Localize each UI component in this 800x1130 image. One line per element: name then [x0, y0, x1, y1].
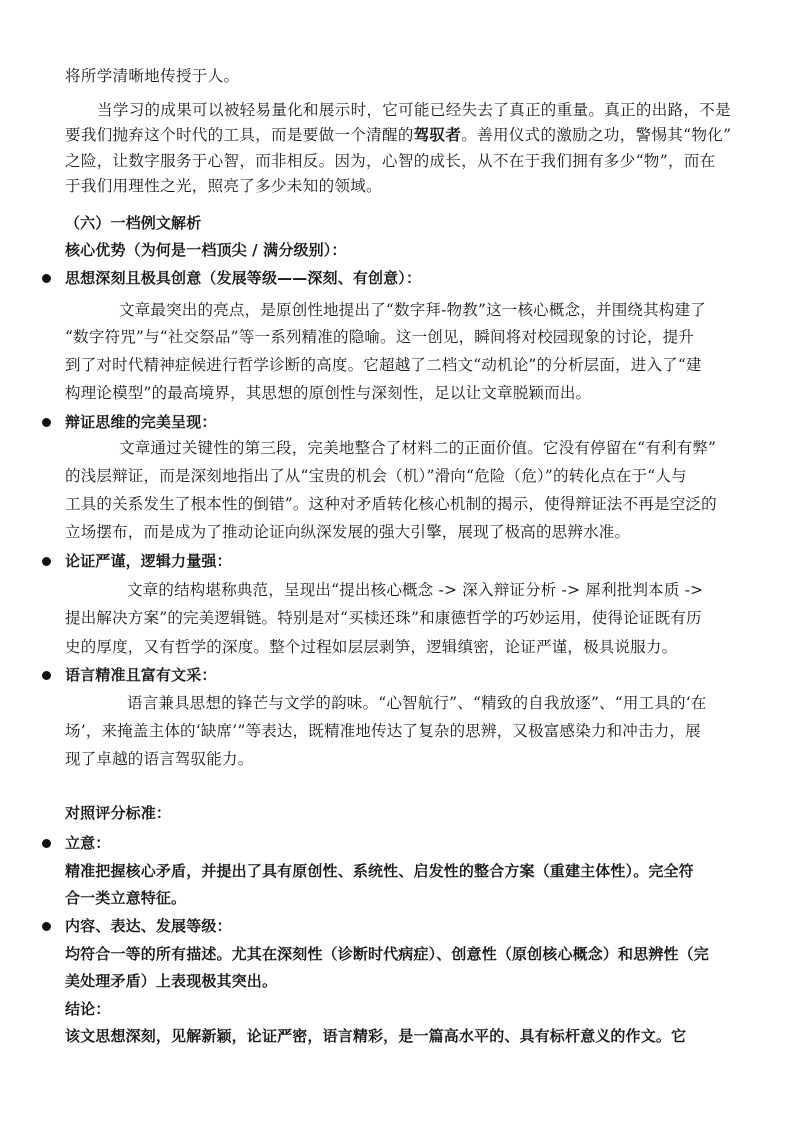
bullet-icon — [42, 922, 51, 931]
criteria-intent-label: 立意： — [65, 834, 111, 852]
advantage-title-1: 思想深刻且极具创意（发展等级——深刻、有创意）： — [65, 269, 422, 287]
intro-text: 要我们抛弃这个时代的工具，而是要做一个清醒的 — [65, 126, 414, 144]
criteria-intent-line-1: 精准把握核心矛盾，并提出了具有原创性、系统性、启发性的整合方案（重建主体性）。完全符 — [65, 862, 694, 880]
advantage-title-2: 辩证思维的完美呈现： — [65, 413, 217, 431]
criteria-conclusion-label: 结论： — [65, 1000, 111, 1018]
bullet-icon — [42, 274, 51, 283]
advantage-title-4: 语言精准且富有文采： — [65, 666, 217, 684]
advantage-title-3: 论证严谨，逻辑力量强： — [65, 552, 232, 570]
advantage-2-line-2: 的浅层辩证，而是深刻地指出了从“宝贵的机会（机）”滑向“危险（危）”的转化点在于“人与 — [65, 467, 687, 485]
advantage-3-line-3: 史的厚度，又有哲学的深度。整个过程如层层剥笋，逻辑缜密，论证严谨，极具说服力。 — [65, 638, 678, 656]
criteria-content-line-2: 美处理矛盾）上表现极其突出。 — [65, 972, 278, 990]
advantage-2-line-1: 文章通过关键性的第三段，完美地整合了材料二的正面价值。它没有停留在“有利有弊” — [119, 439, 717, 457]
criteria-intent-line-2: 合一类立意特征。 — [65, 889, 187, 907]
intro-para2-line-4: 于我们用理性之光，照亮了多少未知的领域。 — [65, 177, 383, 195]
advantage-4-line-3: 现了卓越的语言驾驭能力。 — [65, 750, 254, 768]
advantage-4-line-2: 场’，来掩盖主体的‘缺席’”等表达，既精准地传达了复杂的思辨，又极富感染力和冲击力，展 — [65, 722, 701, 740]
criteria-heading: 对照评分标准： — [65, 804, 172, 822]
bullet-icon — [42, 418, 51, 427]
advantage-3-line-2: 提出解决方案”的完美逻辑链。特别是对“买椟还珠”和康德哲学的巧妙运用，使得论证既有历 — [65, 609, 702, 627]
advantage-3-line-1: 文章的结构堪称典范，呈现出“提出核心概念 -> 深入辩证分析 -> 犀利批判本质 -> — [127, 581, 704, 599]
advantage-1-line-2: “数字符咒”与“社交祭品”等一系列精准的隐喻。这一创见，瞬间将对校园现象的讨论，提升 — [65, 328, 695, 346]
intro-para2-line-2 — [65, 125, 731, 145]
intro-text: 。善用仪式的激励之功，警惕其“物化” — [461, 126, 732, 144]
bullet-icon — [42, 671, 51, 680]
advantage-1-line-1: 文章最突出的亮点，是原创性地提出了“数字拜-物教”这一核心概念，并围绕其构建了 — [119, 301, 706, 319]
advantage-2-line-4: 立场摆布，而是成为了推动论证向纵深发展的强大引擎，展现了极高的思辨水准。 — [65, 523, 631, 541]
advantage-2-line-3: 工具的关系发生了根本性的倒错”。这种对矛盾转化核心机制的揭示，使得辩证法不再是空泛的 — [65, 495, 717, 513]
intro-para2-line-3: 之险，让数字服务于心智，而非相反。因为，心智的成长，从不在于我们拥有多少“物”，而在 — [65, 152, 716, 170]
criteria-content-line-1: 均符合一等的所有描述。尤其在深刻性（诊断时代病症）、创意性（原创核心概念）和思辨性（完 — [65, 945, 709, 963]
section-heading: （六）一档例文解析 — [65, 214, 202, 232]
intro-emphasis: 驾驭者 — [413, 125, 462, 144]
advantage-1-line-4: 构理论模型”的最高境界，其思想的原创性与深刻性，足以让文章脱颖而出。 — [65, 384, 592, 402]
advantage-4-line-1: 语言兼具思想的锋芒与文学的韵味。“心智航行”、“精致的自我放逐”、“用工具的‘在 — [127, 694, 707, 712]
criteria-content-label: 内容、表达、发展等级： — [65, 917, 232, 935]
criteria-conclusion-line: 该文思想深刻，见解新颖，论证严密，语言精彩，是一篇高水平的、具有标杆意义的作文。它 — [65, 1027, 687, 1045]
bullet-icon — [42, 839, 51, 848]
bullet-icon — [42, 557, 51, 566]
core-advantages-heading: 核心优势（为何是一档顶尖 / 满分级别）： — [65, 241, 347, 259]
intro-line-1: 将所学清晰地传授于人。 — [65, 67, 240, 85]
intro-para2-line-1: 当学习的成果可以被轻易量化和展示时，它可能已经失去了真正的重量。真正的出路，不是 — [97, 101, 732, 119]
advantage-1-line-3: 到了对时代精神症候进行哲学诊断的高度。它超越了二档文“动机论”的分析层面，进入了“建 — [65, 356, 702, 374]
